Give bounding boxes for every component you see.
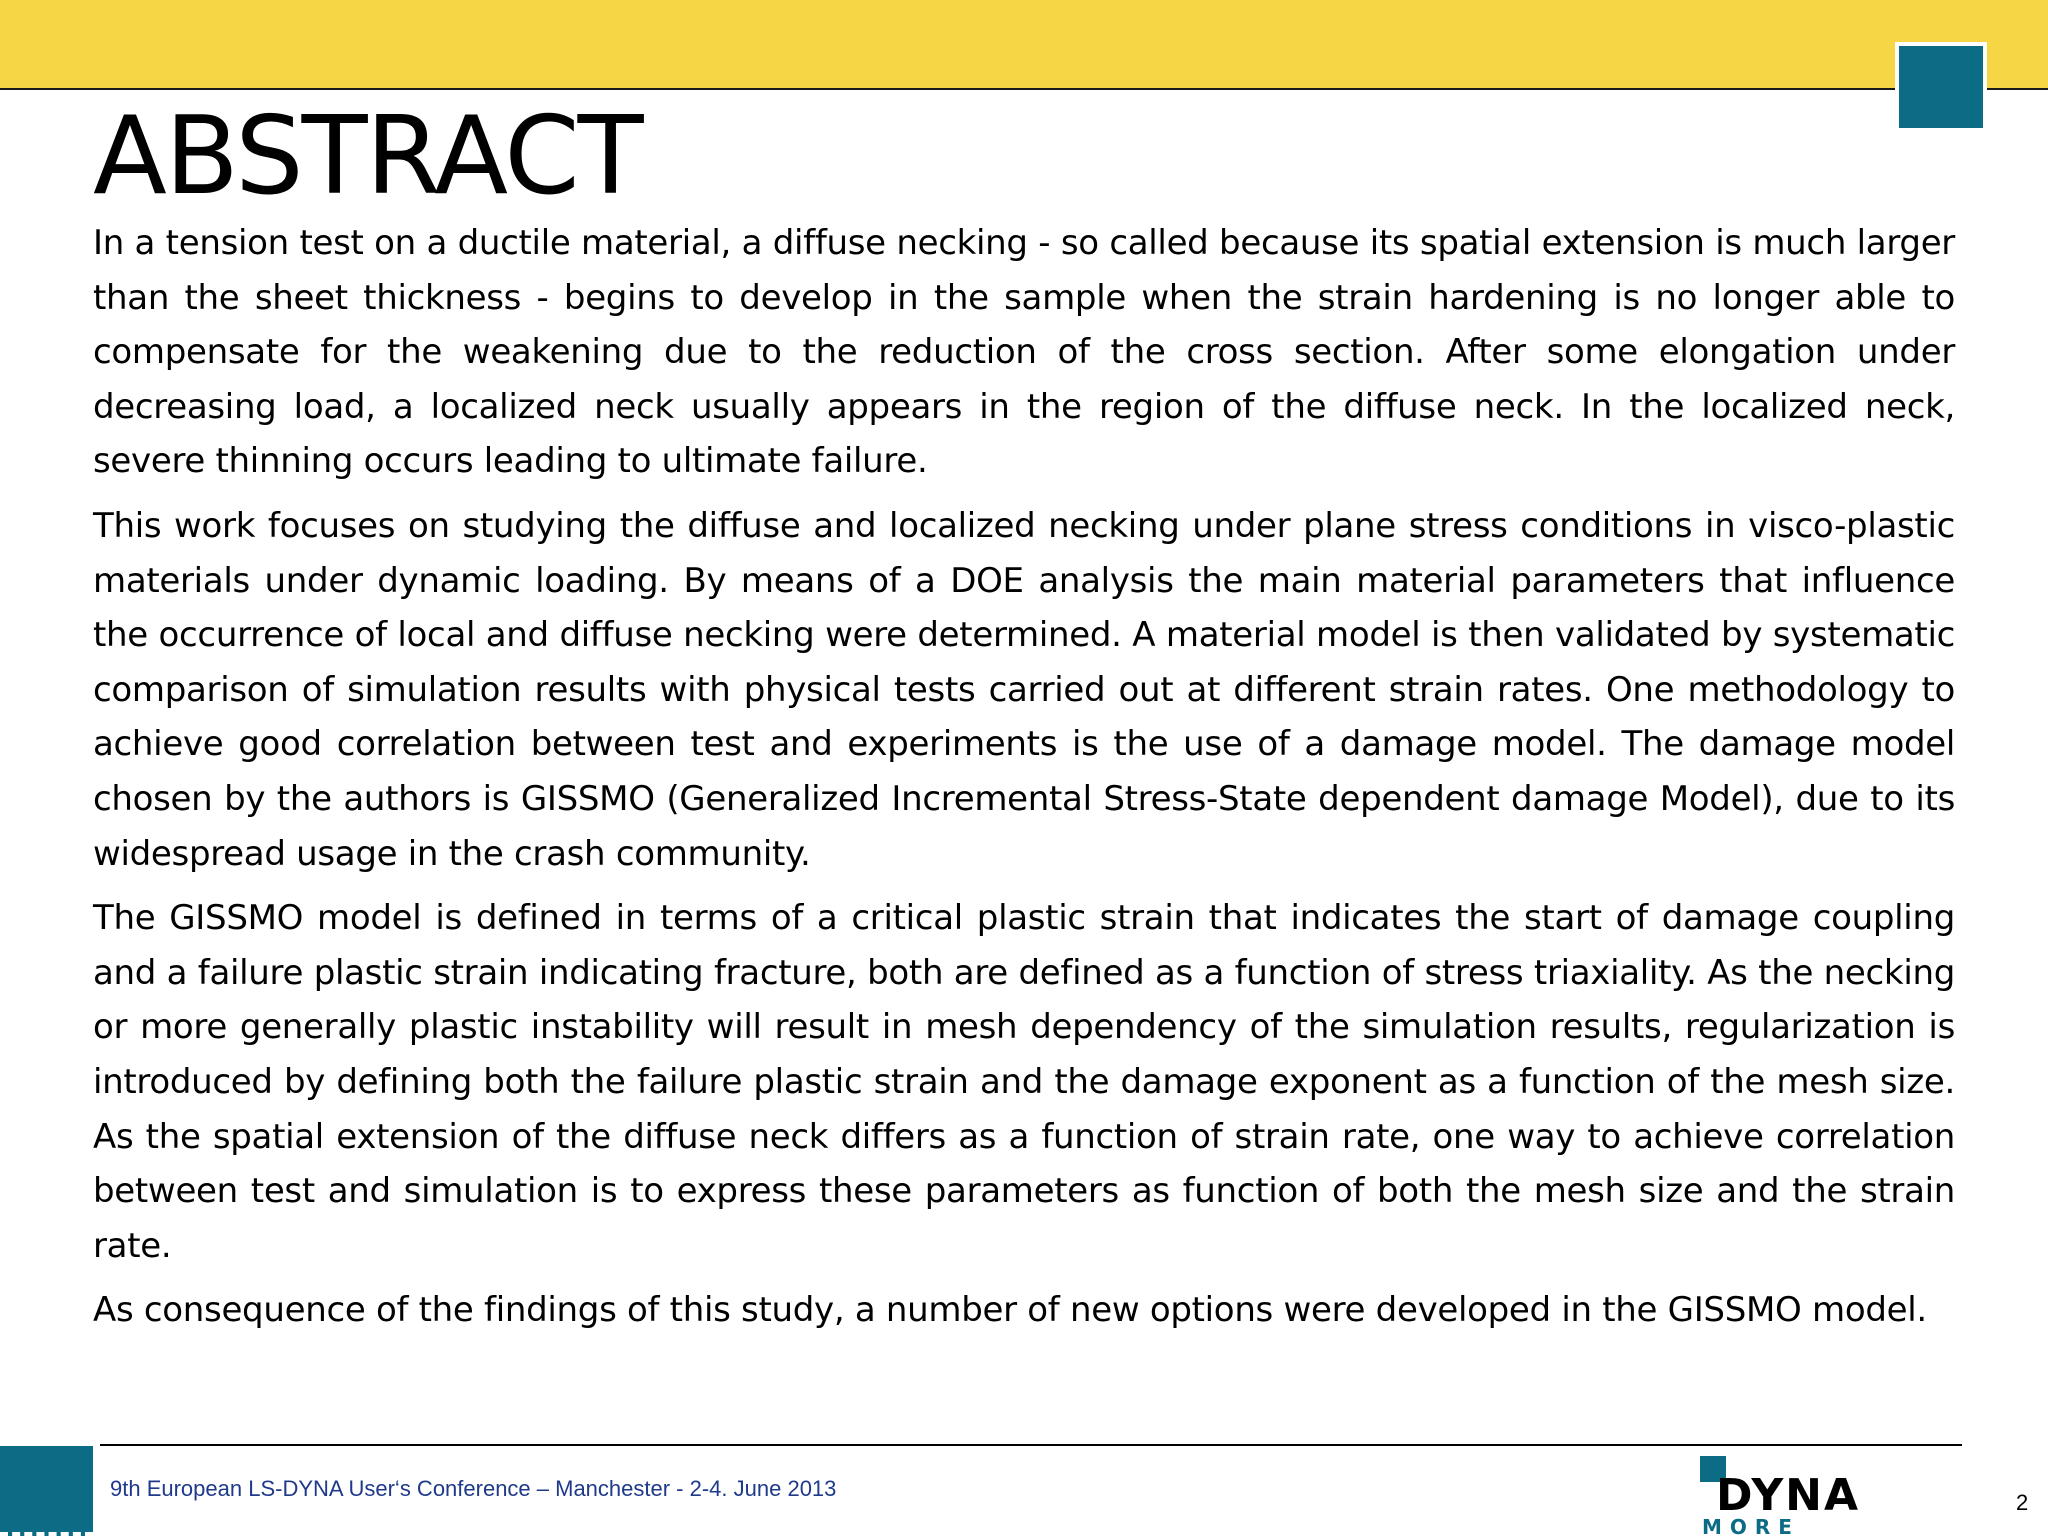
abstract-paragraph-1: In a tension test on a ductile material, a diffuse necking - so called because its spatial extension is much larger than the sheet thickness - begins to develop in the sample when the strain hardening is no longer able to compensate for the weakening due to the reduction of the cross section. After some elongation under decreasing load, a localized neck usually appears in the region of the diffuse neck. In the localized neck, severe thinning occurs leading to ultimate failure. xyxy=(93,223,1955,482)
conference-caption: 9th European LS-DYNA User‘s Conference – Manchester - 2-4. June 2013 xyxy=(110,1476,837,1501)
header-bar xyxy=(0,0,2048,90)
abstract-body xyxy=(93,216,1955,1348)
abstract-paragraph-4: As consequence of the findings of this study, a number of new options were developed in the GISSMO model. xyxy=(93,1290,1927,1331)
abstract-paragraph-3: The GISSMO model is defined in terms of a critical plastic strain that indicates the start of damage coupling and a failure plastic strain indicating fracture, both are defined as a function of stress triaxiality. As the necking or more generally plastic instability will result in mesh dependency of the simulation results, regularization is introduced by defining both the failure plastic strain and the damage exponent as a function of the mesh size. As the spatial extension of the diffuse neck differs as a function of strain rate, one way to achieve correlation between test and simulation is to express these parameters as function of both the mesh size and the strain rate. xyxy=(93,898,1955,1266)
logo-text-top: DYNA xyxy=(1716,1470,1861,1521)
footer-divider xyxy=(100,1444,1962,1446)
footer-accent-square xyxy=(0,1446,93,1536)
slide-title: ABSTRACT xyxy=(93,94,642,219)
dynamore-logo xyxy=(1698,1456,1948,1536)
logo-text-bottom: MORE xyxy=(1702,1515,1800,1536)
corner-accent-square xyxy=(1895,42,1987,132)
page-number: 2 xyxy=(2016,1490,2029,1515)
abstract-paragraph-2: This work focuses on studying the diffuse and localized necking under plane stress conditions in visco-plastic materials under dynamic loading. By means of a DOE analysis the main material parameters that influence the occurrence of local and diffuse necking were determined. A material model is then validated by systematic comparison of simulation results with physical tests carried out at different strain rates. One methodology to achieve good correlation between test and experiments is the use of a damage model. The damage model chosen by the authors is GISSMO (Generalized Incremental Stress-State dependent damage Model), due to its widespread usage in the crash community. xyxy=(93,505,1955,874)
